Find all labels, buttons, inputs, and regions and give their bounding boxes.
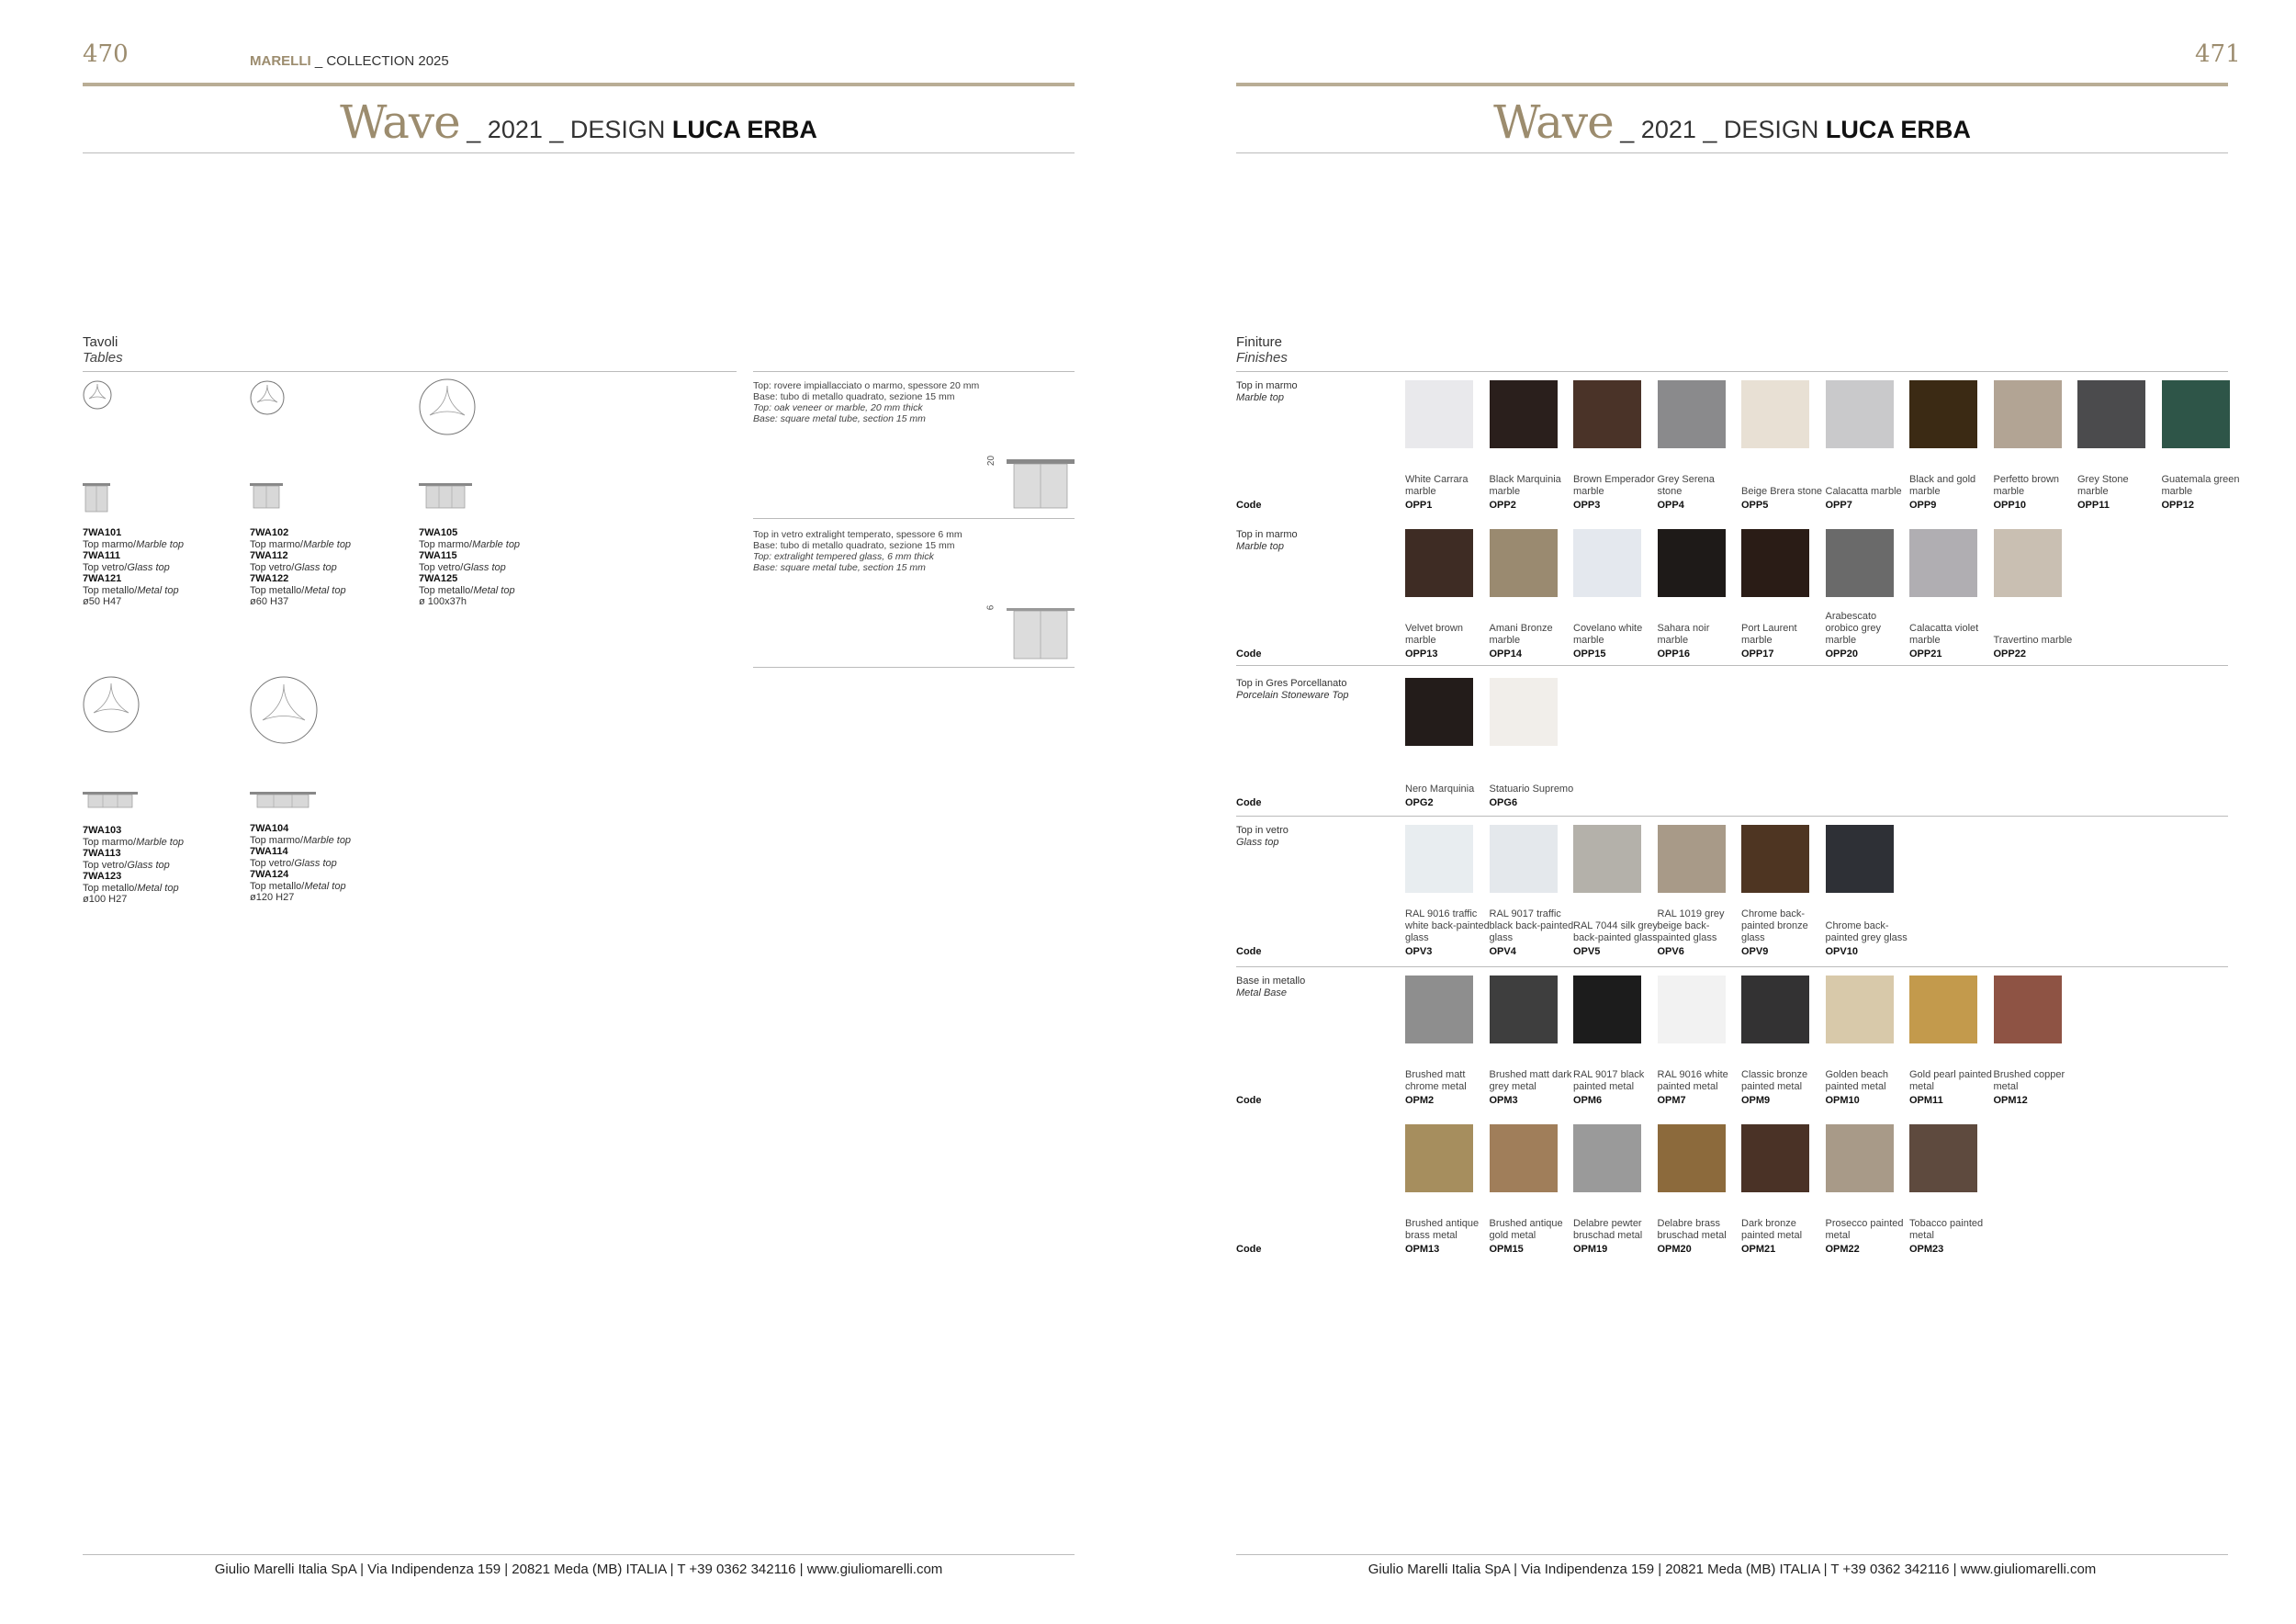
finish-code: OPV6 xyxy=(1657,946,1684,957)
finish-swatch[interactable] xyxy=(1741,529,1809,597)
finish-code: OPP15 xyxy=(1573,648,1606,660)
spec-line: Base: square metal tube, section 15 mm xyxy=(753,562,926,573)
finish-en: Glass top xyxy=(294,857,337,869)
finish-code: OPV10 xyxy=(1825,946,1858,957)
product-size: ø100 H27 xyxy=(83,894,128,905)
finish-code: OPP12 xyxy=(2161,500,2194,511)
finish-swatch[interactable] xyxy=(1573,976,1641,1043)
finish-swatch[interactable] xyxy=(1826,529,1894,597)
spec-line: Base: square metal tube, section 15 mm xyxy=(753,413,926,424)
product-size: ø50 H47 xyxy=(83,596,122,607)
finish-code: OPM10 xyxy=(1825,1095,1860,1106)
finish-en: Marble top xyxy=(136,836,185,848)
finish-en: Metal top xyxy=(304,880,346,892)
finish-group-label xyxy=(1236,678,1349,701)
tables-section-title xyxy=(83,334,123,366)
finish-en: Metal top xyxy=(137,584,179,596)
spec-rule-mid xyxy=(753,518,1075,519)
spec-dimension: 20 xyxy=(986,455,997,467)
finish-code: OPM13 xyxy=(1405,1244,1440,1255)
finishes-section-title xyxy=(1236,334,1288,366)
finish-name: Brushed matt chrome metal xyxy=(1405,1069,1467,1092)
finish-swatch[interactable] xyxy=(1826,976,1894,1043)
finish-name: Statuario Supremo xyxy=(1489,784,1574,795)
finish-code: OPP20 xyxy=(1825,648,1858,660)
finish-code: OPM7 xyxy=(1657,1095,1686,1106)
product-code: 7WA121 xyxy=(83,573,122,584)
finish-group-rule xyxy=(1236,665,2228,666)
finish-name: Delabre pewter bruschad metal xyxy=(1573,1218,1643,1241)
finish-name: Perfetto brown marble xyxy=(1993,474,2060,497)
finish-code: OPV5 xyxy=(1573,946,1601,957)
finish-code: OPM3 xyxy=(1489,1095,1518,1106)
finish-group-label-it: Top in marmo xyxy=(1236,529,1298,540)
code-label: Code xyxy=(1236,797,1262,808)
product-code: 7WA111 xyxy=(83,550,120,561)
page-number-right: 471 xyxy=(2195,40,2241,68)
finish-name: Classic bronze painted metal xyxy=(1741,1069,1808,1092)
finish-swatch[interactable] xyxy=(1994,529,2062,597)
spec-rule-top xyxy=(753,371,1075,372)
finish-en: Glass top xyxy=(294,561,337,573)
finish-code: OPG2 xyxy=(1405,797,1434,808)
product-code: 7WA125 xyxy=(419,573,458,584)
finishes-rule xyxy=(1236,371,2228,372)
finish-code: OPP5 xyxy=(1741,500,1769,511)
finish-group-label-en: Glass top xyxy=(1236,836,1279,848)
finish-swatch[interactable] xyxy=(1826,1124,1894,1192)
finish-code: OPP14 xyxy=(1489,648,1522,660)
page-number-left: 470 xyxy=(83,40,129,68)
finish-name: RAL 1019 grey beige back-painted glass xyxy=(1657,908,1725,943)
finish-code: OPM21 xyxy=(1741,1244,1776,1255)
table-top-view-icon xyxy=(250,380,285,415)
finish-it: Top vetro/ xyxy=(83,859,128,871)
spec-line: Base: tubo di metallo quadrato, sezione 15 mm xyxy=(753,540,955,551)
finish-name: RAL 9016 white painted metal xyxy=(1657,1069,1728,1092)
finish-it: Top metallo/ xyxy=(250,584,305,596)
finish-group-label-en: Marble top xyxy=(1236,391,1284,403)
table-top-view-icon xyxy=(250,676,318,744)
finish-swatch[interactable] xyxy=(1741,1124,1809,1192)
finish-en: Metal top xyxy=(137,882,179,894)
finish-swatch[interactable] xyxy=(2162,380,2230,448)
finish-code: OPP10 xyxy=(1993,500,2026,511)
product-7wa105 xyxy=(419,527,520,608)
finish-it: Top metallo/ xyxy=(83,584,138,596)
collection-header xyxy=(250,53,449,69)
product-code: 7WA123 xyxy=(83,871,122,882)
finish-code: OPM9 xyxy=(1741,1095,1771,1106)
finish-swatch[interactable] xyxy=(1405,380,1473,448)
finish-code: OPV3 xyxy=(1405,946,1433,957)
finish-swatch[interactable] xyxy=(1741,380,1809,448)
finish-name: Grey Serena stone xyxy=(1657,474,1715,497)
page-title-left xyxy=(83,96,1075,149)
finish-swatch[interactable] xyxy=(1490,529,1558,597)
finish-code: OPP1 xyxy=(1405,500,1433,511)
finish-name: Travertino marble xyxy=(1993,635,2073,646)
finish-code: OPP13 xyxy=(1405,648,1438,660)
product-code: 7WA105 xyxy=(419,527,458,538)
finish-swatch[interactable] xyxy=(1405,976,1473,1043)
header-rule-left xyxy=(83,83,1075,86)
finish-name: Calacatta violet marble xyxy=(1909,623,1979,646)
code-label: Code xyxy=(1236,946,1262,957)
finish-name: Gold pearl painted metal xyxy=(1909,1069,1992,1092)
finish-group-rule xyxy=(1236,816,2228,817)
finish-group-label-it: Top in vetro xyxy=(1236,825,1289,836)
finish-group-label xyxy=(1236,529,1298,552)
finish-name: Brushed matt dark grey metal xyxy=(1489,1069,1572,1092)
title-year: _ 2021 _ DESIGN xyxy=(459,116,672,143)
finish-name: Golden beach painted metal xyxy=(1825,1069,1888,1092)
spec-line: Top: rovere impiallacciato o marmo, spessore 20 mm xyxy=(753,380,980,391)
finish-swatch[interactable] xyxy=(2077,380,2145,448)
finish-it: Top marmo/ xyxy=(250,538,304,550)
finish-code: OPP21 xyxy=(1909,648,1942,660)
section-title: Finiture xyxy=(1236,334,1283,350)
finish-it: Top metallo/ xyxy=(250,880,305,892)
finish-swatch[interactable] xyxy=(1826,380,1894,448)
product-code: 7WA112 xyxy=(250,550,288,561)
finish-code: OPP11 xyxy=(2077,500,2110,511)
table-side-view-icon xyxy=(419,483,472,509)
product-code: 7WA115 xyxy=(419,550,457,561)
spec-wood-marble xyxy=(753,380,979,424)
finish-code: OPM22 xyxy=(1825,1244,1860,1255)
product-size: ø 100x37h xyxy=(419,596,467,607)
finish-it: Top marmo/ xyxy=(419,538,473,550)
finish-code: OPP9 xyxy=(1909,500,1937,511)
finish-group-label xyxy=(1236,976,1305,998)
finish-swatch[interactable] xyxy=(1490,678,1558,746)
finish-swatch[interactable] xyxy=(1658,529,1726,597)
finish-swatch[interactable] xyxy=(1658,1124,1726,1192)
finish-name: Delabre brass bruschad metal xyxy=(1657,1218,1727,1241)
finish-code: OPV4 xyxy=(1489,946,1516,957)
table-side-view-icon xyxy=(250,483,283,509)
product-7wa102 xyxy=(250,527,351,608)
finish-it: Top marmo/ xyxy=(83,538,137,550)
finish-en: Metal top xyxy=(304,584,346,596)
finish-group-label-en: Porcelain Stoneware Top xyxy=(1236,689,1349,701)
product-code: 7WA104 xyxy=(250,823,289,834)
finish-code: OPV9 xyxy=(1741,946,1769,957)
product-7wa101 xyxy=(83,527,184,608)
product-7wa103 xyxy=(83,825,184,906)
finish-swatch[interactable] xyxy=(1909,976,1977,1043)
finish-it: Top metallo/ xyxy=(419,584,474,596)
finish-code: OPP17 xyxy=(1741,648,1774,660)
finish-swatch[interactable] xyxy=(1490,976,1558,1043)
finish-it: Top metallo/ xyxy=(83,882,138,894)
section-title-en: Tables xyxy=(83,350,123,366)
header-rule-right xyxy=(1236,83,2228,86)
finish-name: Dark bronze painted metal xyxy=(1741,1218,1803,1241)
finish-swatch[interactable] xyxy=(1573,825,1641,893)
finish-group-label xyxy=(1236,380,1298,403)
finish-name: Black and gold marble xyxy=(1909,474,1976,497)
finish-it: Top marmo/ xyxy=(83,836,137,848)
product-code: 7WA122 xyxy=(250,573,289,584)
section-title: Tavoli xyxy=(83,334,118,350)
finish-name: Port Laurent marble xyxy=(1741,623,1797,646)
finish-it: Top vetro/ xyxy=(250,561,295,573)
finish-code: OPP4 xyxy=(1657,500,1684,511)
finish-name: Black Marquinia marble xyxy=(1489,474,1561,497)
section-title-en: Finishes xyxy=(1236,350,1288,366)
finish-it: Top vetro/ xyxy=(250,857,295,869)
finish-code: OPP16 xyxy=(1657,648,1690,660)
footer-rule-left xyxy=(83,1554,1075,1555)
product-code: 7WA114 xyxy=(250,846,288,857)
finish-swatch[interactable] xyxy=(1490,825,1558,893)
table-side-view-icon xyxy=(83,483,110,513)
finish-name: RAL 9017 traffic black back-painted glass xyxy=(1489,908,1574,943)
finish-en: Marble top xyxy=(472,538,521,550)
finish-code: OPP2 xyxy=(1489,500,1516,511)
finish-group-label-en: Marble top xyxy=(1236,540,1284,552)
spec-glass xyxy=(753,529,962,573)
product-code: 7WA102 xyxy=(250,527,289,538)
finish-en: Glass top xyxy=(463,561,506,573)
finish-swatch[interactable] xyxy=(1658,825,1726,893)
footer-rule-right xyxy=(1236,1554,2228,1555)
finish-name: Brushed antique gold metal xyxy=(1489,1218,1563,1241)
product-size: ø120 H27 xyxy=(250,892,295,903)
finish-en: Marble top xyxy=(136,538,185,550)
finish-name: Tobacco painted metal xyxy=(1909,1218,1984,1241)
finish-it: Top vetro/ xyxy=(419,561,464,573)
finish-en: Glass top xyxy=(127,859,170,871)
spec-line: Top in vetro extralight temperato, spessore 6 mm xyxy=(753,529,962,540)
finish-name: RAL 9017 black painted metal xyxy=(1573,1069,1645,1092)
title-designer: LUCA ERBA xyxy=(1825,116,1971,143)
finish-group-label-it: Top in marmo xyxy=(1236,380,1298,391)
finish-swatch[interactable] xyxy=(1741,976,1809,1043)
finish-group-label xyxy=(1236,825,1289,848)
product-7wa104 xyxy=(250,823,351,904)
code-label: Code xyxy=(1236,500,1262,511)
finish-swatch[interactable] xyxy=(1658,380,1726,448)
finish-swatch[interactable] xyxy=(1994,976,2062,1043)
finish-group-label-it: Top in Gres Porcellanato xyxy=(1236,678,1347,689)
table-section-icon xyxy=(1007,457,1075,511)
finish-code: OPM19 xyxy=(1573,1244,1608,1255)
finish-code: OPM2 xyxy=(1405,1095,1435,1106)
table-top-view-icon xyxy=(83,380,112,410)
finish-swatch[interactable] xyxy=(1573,380,1641,448)
title-rule-right xyxy=(1236,152,2228,153)
title-rule-left xyxy=(83,152,1075,153)
finish-swatch[interactable] xyxy=(1994,380,2062,448)
finish-name: Brown Emperador marble xyxy=(1573,474,1655,497)
tables-rule xyxy=(83,371,737,372)
finish-swatch[interactable] xyxy=(1909,529,1977,597)
finish-it: Top vetro/ xyxy=(83,561,128,573)
finish-swatch[interactable] xyxy=(1490,380,1558,448)
finish-name: Covelano white marble xyxy=(1573,623,1643,646)
table-top-view-icon xyxy=(419,378,476,435)
finish-group-label-it: Base in metallo xyxy=(1236,976,1306,987)
finish-group-rule xyxy=(1236,966,2228,967)
finish-swatch[interactable] xyxy=(1405,529,1473,597)
finish-en: Glass top xyxy=(127,561,170,573)
code-label: Code xyxy=(1236,1244,1262,1255)
product-code: 7WA113 xyxy=(83,848,121,859)
finish-name: Amani Bronze marble xyxy=(1489,623,1553,646)
finish-swatch[interactable] xyxy=(1909,380,1977,448)
finish-name: Arabescato orobico grey marble xyxy=(1825,611,1882,646)
finish-name: Calacatta marble xyxy=(1825,486,1902,497)
finish-swatch[interactable] xyxy=(1490,1124,1558,1192)
finish-code: OPM6 xyxy=(1573,1095,1603,1106)
finish-code: OPM11 xyxy=(1909,1095,1943,1106)
table-section-icon xyxy=(1007,606,1075,661)
finish-code: OPM12 xyxy=(1993,1095,2028,1106)
finish-name: Chrome back-painted bronze glass xyxy=(1741,908,1808,943)
spec-line: Top: oak veneer or marble, 20 mm thick xyxy=(753,402,923,413)
finish-group-label-en: Metal Base xyxy=(1236,987,1288,998)
finish-name: Prosecco painted metal xyxy=(1825,1218,1904,1241)
finish-name: Velvet brown marble xyxy=(1405,623,1463,646)
finish-code: OPP7 xyxy=(1825,500,1852,511)
finish-swatch[interactable] xyxy=(1405,678,1473,746)
finish-en: Marble top xyxy=(303,834,352,846)
table-side-view-icon xyxy=(83,792,138,808)
product-code: 7WA101 xyxy=(83,527,122,538)
footer-right: Giulio Marelli Italia SpA | Via Indipendenza 159 | 20821 Meda (MB) ITALIA | T +39 0362 342116 | www.giuliomarelli.com xyxy=(1367,1562,2097,1577)
table-side-view-icon xyxy=(250,792,316,808)
finish-name: Chrome back-painted grey glass xyxy=(1825,920,1908,943)
spec-rule-bottom xyxy=(753,667,1075,668)
finish-name: White Carrara marble xyxy=(1405,474,1469,497)
finish-code: OPM15 xyxy=(1489,1244,1524,1255)
page-title-right xyxy=(1236,96,2228,149)
finish-swatch[interactable] xyxy=(1405,825,1473,893)
finish-swatch[interactable] xyxy=(1573,1124,1641,1192)
brand-name: MARELLI xyxy=(250,53,311,69)
finish-code: OPM20 xyxy=(1657,1244,1692,1255)
finish-name: Nero Marquinia xyxy=(1405,784,1475,795)
finish-en: Marble top xyxy=(303,538,352,550)
spec-line: Base: tubo di metallo quadrato, sezione 15 mm xyxy=(753,391,955,402)
finish-code: OPM23 xyxy=(1909,1244,1944,1255)
finish-swatch[interactable] xyxy=(1405,1124,1473,1192)
finish-it: Top marmo/ xyxy=(250,834,304,846)
finish-swatch[interactable] xyxy=(1741,825,1809,893)
finish-code: OPP22 xyxy=(1993,648,2026,660)
table-top-view-icon xyxy=(83,676,140,733)
finish-swatch[interactable] xyxy=(1826,825,1894,893)
collection-label: _ COLLECTION 2025 xyxy=(310,53,449,69)
title-year: _ 2021 _ DESIGN xyxy=(1613,116,1826,143)
finish-name: RAL 7044 silk grey back-painted glass xyxy=(1573,920,1658,943)
finish-name: Brushed antique brass metal xyxy=(1405,1218,1480,1241)
finish-name: Brushed copper metal xyxy=(1993,1069,2065,1092)
title-wave: Wave xyxy=(1493,96,1614,149)
spec-line: Top: extralight tempered glass, 6 mm thick xyxy=(753,551,934,562)
product-size: ø60 H37 xyxy=(250,596,289,607)
finish-code: OPP3 xyxy=(1573,500,1601,511)
spec-dimension: 6 xyxy=(985,604,996,611)
finish-swatch[interactable] xyxy=(1658,976,1726,1043)
finish-name: Grey Stone marble xyxy=(2077,474,2129,497)
code-label: Code xyxy=(1236,648,1262,660)
title-designer: LUCA ERBA xyxy=(671,116,817,143)
finish-swatch[interactable] xyxy=(1573,529,1641,597)
finish-name: Sahara noir marble xyxy=(1657,623,1710,646)
finish-en: Metal top xyxy=(473,584,515,596)
product-code: 7WA103 xyxy=(83,825,122,836)
finish-name: RAL 9016 traffic white back-painted glass xyxy=(1405,908,1490,943)
footer-left: Giulio Marelli Italia SpA | Via Indipendenza 159 | 20821 Meda (MB) ITALIA | T +39 0362 342116 | www.giuliomarelli.com xyxy=(214,1562,943,1577)
code-label: Code xyxy=(1236,1095,1262,1106)
title-wave: Wave xyxy=(340,96,460,149)
finish-name: Beige Brera stone xyxy=(1741,486,1823,497)
finish-code: OPG6 xyxy=(1489,797,1518,808)
product-code: 7WA124 xyxy=(250,869,289,880)
finish-name: Guatemala green marble xyxy=(2161,474,2240,497)
finish-swatch[interactable] xyxy=(1909,1124,1977,1192)
